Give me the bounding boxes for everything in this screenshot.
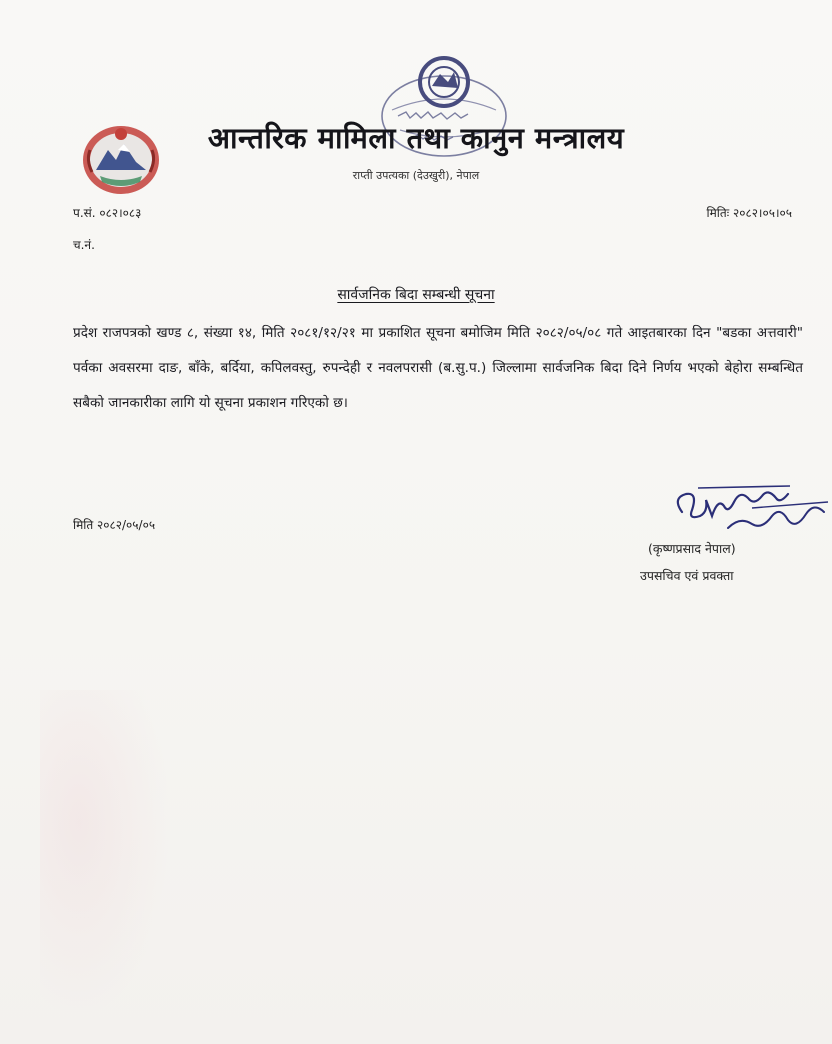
signatory-name: (कृष्णप्रसाद नेपाल) [648, 541, 736, 556]
paper-smudge [40, 690, 170, 1020]
ministry-title: आन्तरिक मामिला तथा कानुन मन्त्रालय [207, 121, 625, 155]
letter-date: मितिः २०८२।०५।०५ [706, 206, 792, 220]
notice-body: प्रदेश राजपत्रको खण्ड ८, संख्या १४, मिति २०८१/१२/२१ मा प्रकाशित सूचना बमोजिम मिति २०८२/०५/०८ गते आइतबारका दिन "बडका अत्तवारी" पर्वका अवसरमा दाङ, बाँके, बर्दिया, कपिलवस्तु, रुपन्देही र नवलपरासी (ब.सु.प.) जिल्लामा सार्वजनिक बिदा दिने निर्णय भएको बेहोरा सम्बन्धित सबैको जानकारीका लागि यो सूचना प्रकाशन गरिएको छ। [73, 325, 803, 411]
issue-date: मिति २०८२/०५/०५ [73, 518, 156, 532]
dispatch-number: च.नं. [73, 238, 95, 252]
reference-number: प.सं. ०८२।०८३ [73, 206, 142, 220]
ministry-address: राप्ती उपत्यका (देउखुरी), नेपाल [352, 169, 480, 182]
handwritten-signature [668, 476, 832, 538]
notice-subject-text: सार्वजनिक बिदा सम्बन्धी सूचना [337, 287, 495, 303]
signatory-designation: उपसचिव एवं प्रवक्ता [640, 568, 734, 583]
notice-subject [0, 285, 832, 304]
